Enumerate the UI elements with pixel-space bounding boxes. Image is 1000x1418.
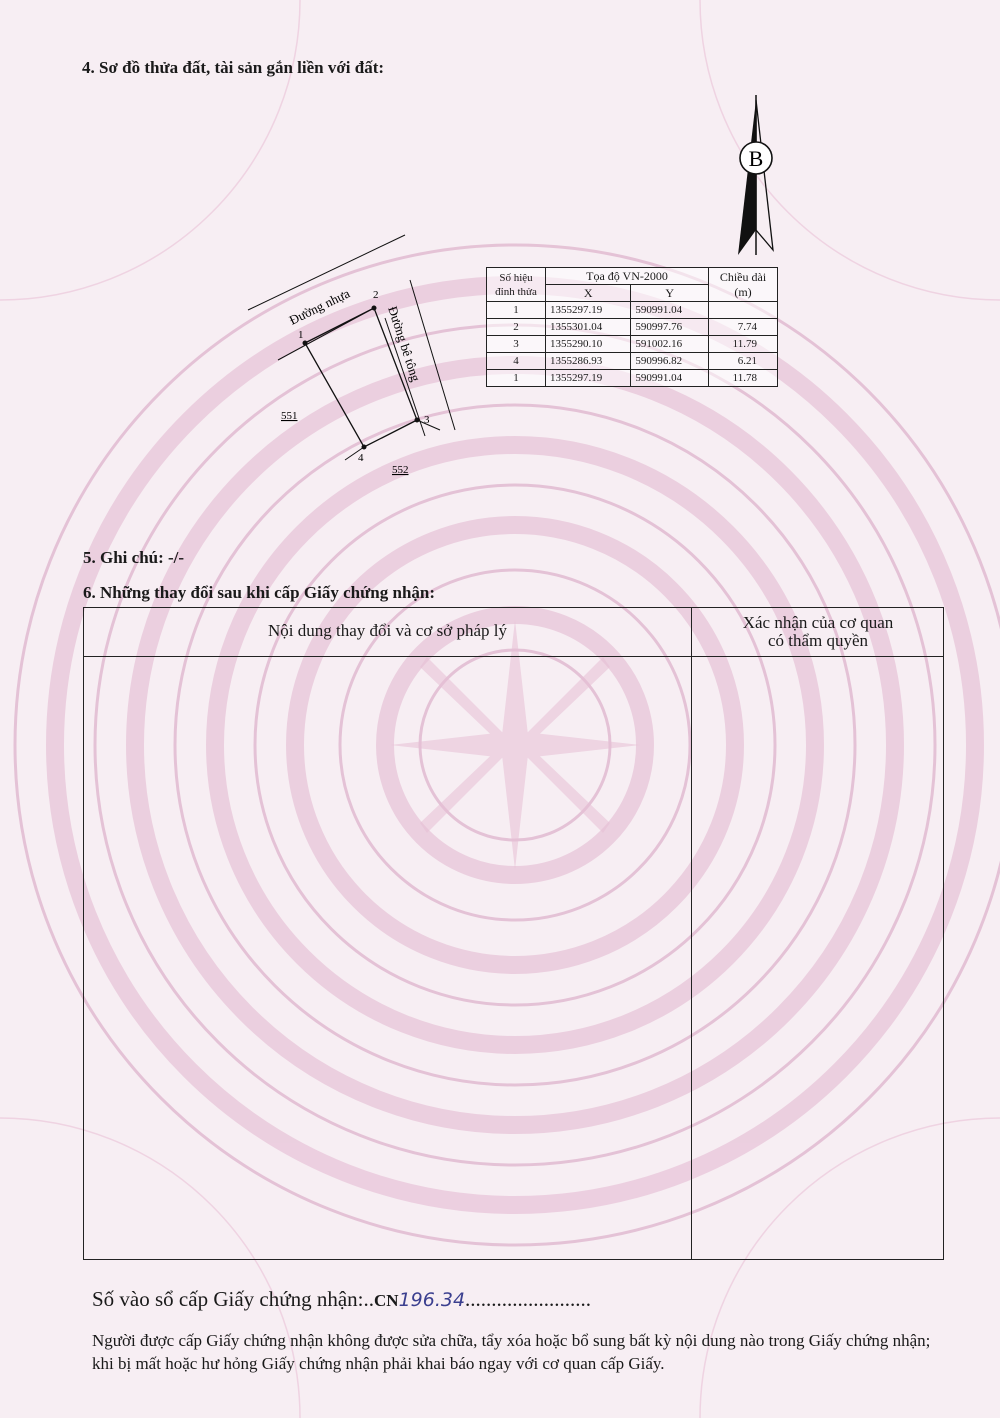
table-row: [487, 370, 778, 387]
point-id: 3: [487, 336, 546, 353]
y-value: 590996.82: [631, 353, 709, 370]
coordinate-table: [486, 267, 778, 387]
concrete-road-label: Đường bê tông: [385, 304, 424, 384]
vertex-4-label: 4: [358, 452, 364, 464]
vertex-1-label: 1: [298, 329, 304, 341]
section6-title: 6. Những thay đổi sau khi cấp Giấy chứng nhận:: [83, 583, 436, 602]
vertex-2-label: 2: [373, 289, 379, 301]
authority-confirm-line2: có thẩm quyền: [767, 631, 869, 650]
length-header: Chiều dài (m): [709, 268, 778, 302]
x-value: 1355290.10: [546, 336, 631, 353]
changes-table: [83, 607, 944, 1260]
x-value: 1355301.04: [546, 319, 631, 336]
point-id-header: Số hiệu đỉnh thửa: [487, 268, 546, 302]
x-value: 1355286.93: [546, 353, 631, 370]
point-id: 1: [487, 370, 546, 387]
vertex-3-label: 3: [424, 414, 430, 426]
neighbor-551-label: 551: [281, 410, 298, 422]
registration-dots: ........................: [465, 1287, 592, 1311]
length-value: [709, 302, 778, 319]
registration-label: Số vào sổ cấp Giấy chứng nhận:..: [92, 1287, 374, 1311]
point-id: 2: [487, 319, 546, 336]
length-value: 11.78: [709, 370, 778, 387]
header-divider: [84, 656, 943, 657]
table-row: [487, 336, 778, 353]
north-arrow-icon: [738, 95, 773, 255]
x-value: 1355297.19: [546, 302, 631, 319]
x-header: X: [546, 285, 631, 302]
coordinates-header: Tọa độ VN-2000: [546, 268, 709, 285]
registration-number-line: [92, 1287, 591, 1312]
table-row: [487, 319, 778, 336]
registration-number: 196.34: [398, 1289, 466, 1311]
y-value: 590991.04: [631, 302, 709, 319]
changes-content-header: Nội dung thay đổi và cơ sở pháp lý: [268, 621, 507, 640]
length-value: 6.21: [709, 353, 778, 370]
column-divider: [691, 608, 692, 1259]
y-value: 590997.76: [631, 319, 709, 336]
table-row: [487, 302, 778, 319]
authority-confirm-line1: Xác nhận của cơ quan: [742, 613, 894, 632]
table-row: [487, 353, 778, 370]
neighbor-552-label: 552: [392, 464, 409, 476]
registration-prefix: CN: [374, 1291, 399, 1310]
legal-notice: Người được cấp Giấy chứng nhận không được sửa chữa, tẩy xóa hoặc bổ sung bất kỳ nội dung nào trong Giấy chứng nhận; khi bị mất hoặc hư hỏng Giấy chứng nhận phải khai báo ngay với cơ quan cấp Giấy.: [92, 1331, 931, 1373]
point-id: 1: [487, 302, 546, 319]
length-value: 7.74: [709, 319, 778, 336]
point-id: 4: [487, 353, 546, 370]
y-value: 591002.16: [631, 336, 709, 353]
asphalt-road-label: Đường nhựa: [286, 285, 353, 328]
y-value: 590991.04: [631, 370, 709, 387]
y-header: Y: [631, 285, 709, 302]
section4-title: 4. Sơ đồ thửa đất, tài sản gắn liền với đất:: [82, 58, 385, 77]
authority-confirm-header: [692, 614, 944, 650]
length-value: 11.79: [709, 336, 778, 353]
north-label: B: [748, 146, 764, 171]
x-value: 1355297.19: [546, 370, 631, 387]
section5-title: 5. Ghi chú: -/-: [83, 548, 185, 567]
